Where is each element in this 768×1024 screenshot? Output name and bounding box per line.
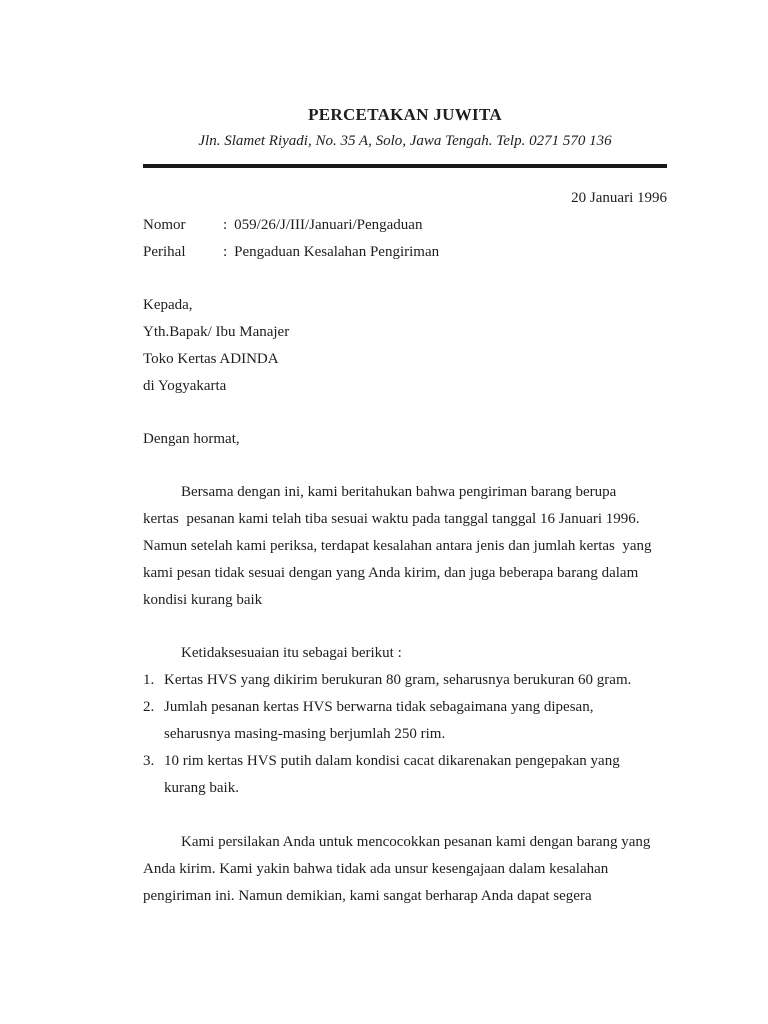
recipient-name: Yth.Bapak/ Ibu Manajer [143, 324, 290, 340]
company-name: PERCETAKAN JUWITA [308, 105, 502, 124]
letterhead-divider [143, 164, 667, 168]
company-address: Jln. Slamet Riyadi, No. 35 A, Solo, Jawa Tengah. Telp. 0271 570 136 [198, 133, 612, 149]
list-item-line: Kertas HVS yang dikirim berukuran 80 gram, seharusnya berukuran 60 gram. [164, 672, 632, 688]
list-item-text [164, 667, 667, 694]
list-item-number: 1. [143, 672, 155, 688]
letter-subject-row [143, 239, 667, 266]
letterhead [143, 101, 667, 155]
paragraph-2-line: Kami persilakan Anda untuk mencocokkan pesanan kami dengan barang yang [181, 834, 651, 850]
discrepancy-list [143, 667, 667, 802]
letter-number-separator: : [223, 217, 228, 233]
list-item-line: Jumlah pesanan kertas HVS berwarna tidak sebagaimana yang dipesan, [164, 699, 594, 715]
paragraph-1-line: Namun setelah kami periksa, terdapat kesalahan antara jenis dan jumlah kertas yang [143, 538, 652, 554]
recipient-company: Toko Kertas ADINDA [143, 351, 279, 367]
list-item-line: seharusnya masing-masing berjumlah 250 rim. [164, 726, 446, 742]
list-item-number: 3. [143, 753, 155, 769]
list-item-text [164, 748, 667, 802]
letter-number-value: 059/26/J/III/Januari/Pengaduan [234, 217, 423, 233]
list-item-line: 10 rim kertas HVS putih dalam kondisi cacat dikarenakan pengepakan yang [164, 753, 620, 769]
recipient-block [143, 292, 667, 400]
list-item [143, 694, 667, 748]
recipient-city: di Yogyakarta [143, 378, 227, 394]
letter-content [143, 101, 667, 910]
salutation: Dengan hormat, [143, 431, 240, 447]
paragraph-1-line: Bersama dengan ini, kami beritahukan bahwa pengiriman barang berupa [181, 484, 617, 500]
letter-subject-separator: : [223, 244, 228, 260]
paragraph-1-line: kami pesan tidak sesuai dengan yang Anda kirim, dan juga beberapa barang dalam [143, 565, 639, 581]
letter-subject-value: Pengaduan Kesalahan Pengiriman [234, 244, 440, 260]
paragraph-2-line: Anda kirim. Kami yakin bahwa tidak ada unsur kesengajaan dalam kesalahan [143, 861, 609, 877]
paragraph-1-line: kondisi kurang baik [143, 592, 263, 608]
paragraph-2-line: pengiriman ini. Namun demikian, kami sangat berharap Anda dapat segera [143, 888, 592, 904]
list-item [143, 667, 667, 694]
list-item [143, 748, 667, 802]
letter-subject-label: Perihal [143, 244, 186, 260]
paragraph-1 [143, 479, 667, 614]
recipient-kepada: Kepada, [143, 297, 193, 313]
letter-number-row [143, 212, 667, 239]
letter-number-label: Nomor [143, 217, 186, 233]
paragraph-2 [143, 829, 667, 910]
list-item-line: kurang baik. [164, 780, 239, 796]
list-intro [143, 640, 667, 667]
paragraph-1-line: kertas pesanan kami telah tiba sesuai waktu pada tanggal tanggal 16 Januari 1996. [143, 511, 640, 527]
list-item-number: 2. [143, 699, 155, 715]
list-intro-line: Ketidaksesuaian itu sebagai berikut : [181, 645, 402, 661]
letter-date: 20 Januari 1996 [571, 190, 667, 206]
list-item-text [164, 694, 667, 748]
